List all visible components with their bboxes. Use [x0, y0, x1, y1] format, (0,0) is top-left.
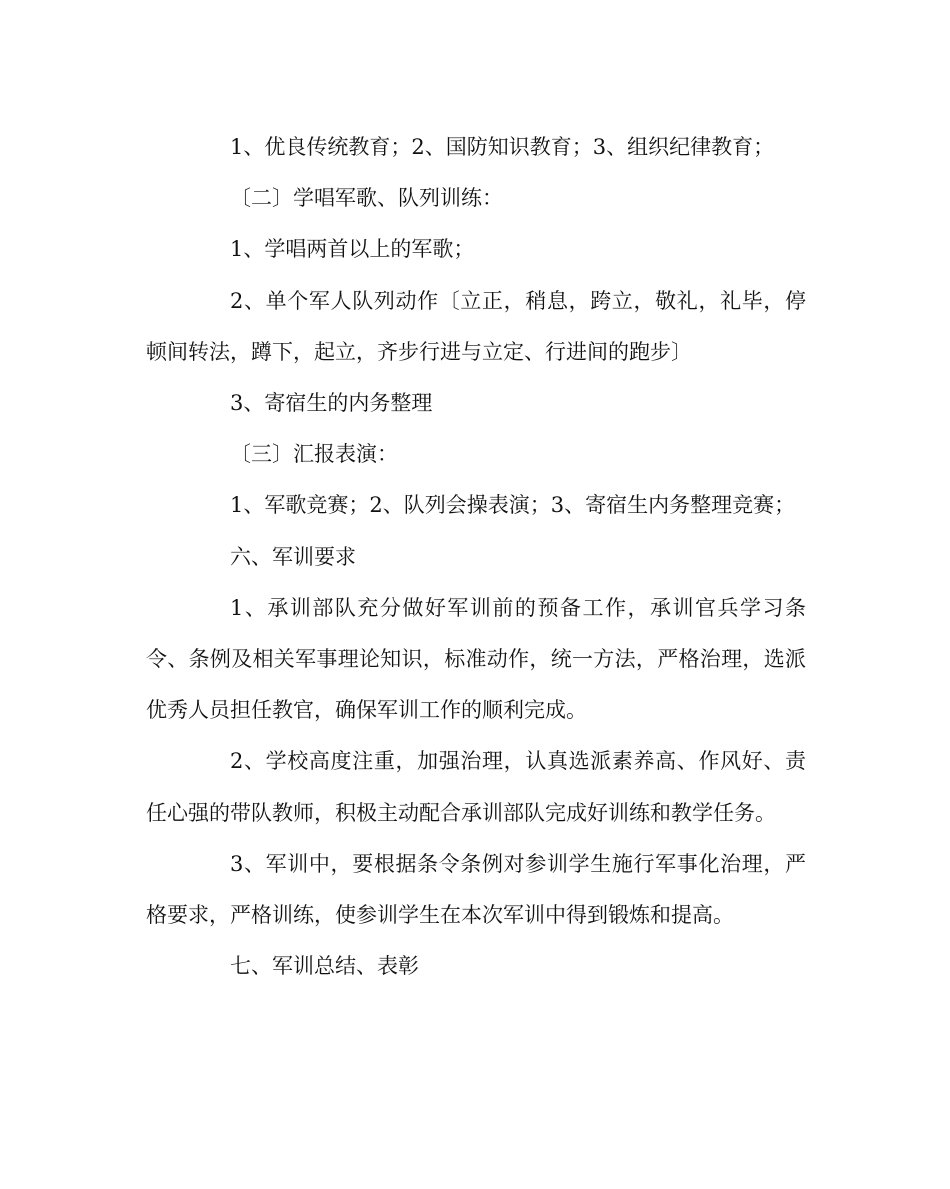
paragraph-drill-movements: 2、单个军人队列动作〔立正，稍息，跨立，敬礼，礼毕，停顿间转法，蹲下，起立，齐步行进与立定、行进间的跑步〕 [146, 288, 806, 364]
document-body [146, 122, 806, 992]
paragraph-requirement-three: 3、军训中，要根据条令条例对参训学生施行军事化治理，严格要求，严格训练，使参训学生在本次军训中得到锻炼和提高。 [146, 851, 806, 928]
paragraph-dorm-organization: 3、寄宿生的内务整理 [230, 391, 433, 416]
paragraph-education-items: 1、优良传统教育；2、国防知识教育；3、组织纪律教育； [230, 135, 775, 159]
paragraph-section-seven-heading: 七、军训总结、表彰 [230, 954, 419, 979]
paragraph-section-two-heading: 〔二〕学唱军歌、队列训练： [230, 186, 503, 211]
paragraph-section-six-heading: 六、军训要求 [230, 544, 356, 569]
paragraph-requirement-one: 1、承训部队充分做好军训前的预备工作，承训官兵学习条令、条例及相关军事理论知识，标准动作，统一方法，严格治理，选派优秀人员担任教官，确保军训工作的顺利完成。 [146, 595, 806, 723]
paragraph-military-songs: 1、学唱两首以上的军歌； [230, 237, 475, 262]
paragraph-requirement-two: 2、学校高度注重，加强治理，认真选派素养高、作风好、责任心强的带队教师，积极主动配合承训部队完成好训练和教学任务。 [146, 749, 806, 825]
paragraph-section-three-heading: 〔三〕汇报表演： [230, 442, 398, 467]
paragraph-performance-items: 1、军歌竞赛；2、队列会操表演；3、寄宿生内务整理竞赛； [230, 493, 796, 518]
